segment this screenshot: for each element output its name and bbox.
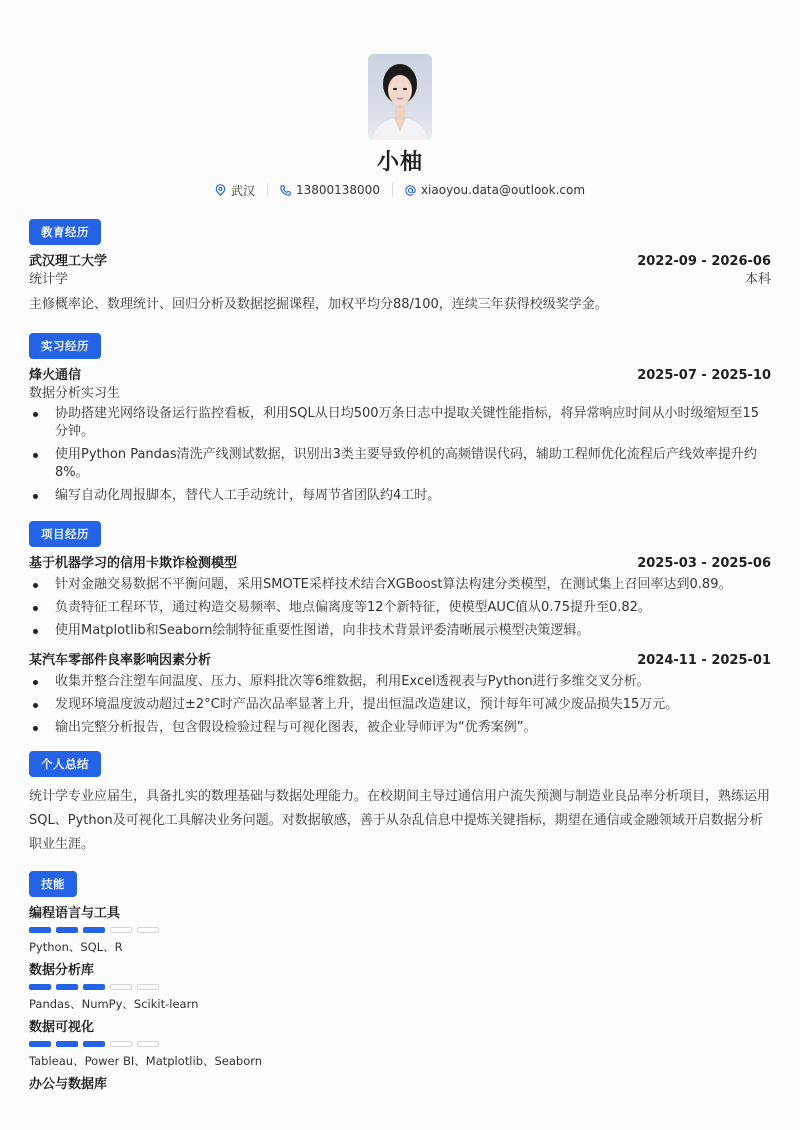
contact-divider bbox=[392, 183, 393, 197]
project-bullets bbox=[29, 576, 771, 640]
contact-location bbox=[215, 182, 255, 199]
skills-section bbox=[29, 871, 771, 1094]
level-segment-empty bbox=[110, 1041, 132, 1047]
internship-section bbox=[29, 333, 771, 505]
email-text[interactable]: xiaoyou.data@outlook.com bbox=[420, 183, 586, 197]
list-item: 使用Matplotlib和Seaborn绘制特征重要性图谱，向非技术背景评委清晰展示模型决策逻辑。 bbox=[29, 622, 771, 640]
skill-description: Python、SQL、R bbox=[29, 940, 123, 954]
school-name: 武汉理工大学 bbox=[29, 254, 108, 269]
company-name: 烽火通信 bbox=[29, 368, 82, 383]
level-segment-empty bbox=[137, 927, 159, 933]
level-segment-empty bbox=[110, 984, 132, 990]
level-segment-filled bbox=[56, 927, 78, 933]
list-item: 负责特征工程环节，通过构造交易频率、地点偏离度等12个新特征，使模型AUC值从0.75提升至0.82。 bbox=[29, 599, 771, 617]
skill-name: 数据可视化 bbox=[29, 1020, 95, 1035]
level-segment-filled bbox=[83, 1041, 105, 1047]
contact-info bbox=[215, 181, 585, 199]
project-name: 某汽车零部件良率影响因素分析 bbox=[29, 653, 212, 668]
project-bullets bbox=[29, 673, 771, 737]
candidate-name: 小柚 bbox=[376, 150, 423, 175]
summary-text: 统计学专业应届生，具备扎实的数理基础与数据处理能力。在校期间主导过通信用户流失预测与制造业良品率分析项目，熟练运用SQL、Python及可视化工具解决业务问题。对数据敏感，善于从杂乱信息中提炼关键指标，期望在通信或金融领域开启数据分析职业生涯。 bbox=[29, 789, 771, 852]
summary-section bbox=[29, 751, 771, 857]
section-heading-summary: 个人总结 bbox=[29, 751, 101, 777]
skill-name: 数据分析库 bbox=[29, 963, 95, 978]
level-segment-filled bbox=[29, 1041, 51, 1047]
education-description: 主修概率论、数理统计、回归分析及数据挖掘课程，加权平均分88/100，连续三年获得校级奖学金。 bbox=[29, 297, 608, 312]
skill-level-bar bbox=[29, 927, 771, 933]
level-segment-filled bbox=[29, 984, 51, 990]
projects-section bbox=[29, 521, 771, 737]
profile-photo bbox=[368, 54, 432, 140]
skill-name: 办公与数据库 bbox=[29, 1077, 108, 1092]
section-heading-education: 教育经历 bbox=[29, 219, 101, 245]
level-segment-filled bbox=[56, 984, 78, 990]
level-segment-empty bbox=[137, 1041, 159, 1047]
contact-divider bbox=[267, 183, 268, 197]
level-segment-filled bbox=[83, 984, 105, 990]
skill-item bbox=[29, 905, 771, 955]
education-entry bbox=[29, 253, 771, 317]
internship-date: 2025-07 - 2025-10 bbox=[637, 368, 771, 383]
skill-item bbox=[29, 1076, 771, 1094]
skill-item bbox=[29, 962, 771, 1012]
list-item: 发现环境温度波动超过±2°C时产品次品率显著上升，提出恒温改造建议，预计每年可减少废品损失15万元。 bbox=[29, 696, 771, 714]
level-segment-filled bbox=[56, 1041, 78, 1047]
map-pin-icon bbox=[215, 184, 226, 196]
project-entry bbox=[29, 555, 771, 640]
list-item: 输出完整分析报告，包含假设检验过程与可视化图表，被企业导师评为“优秀案例”。 bbox=[29, 719, 771, 737]
list-item: 使用Python Pandas清洗产线测试数据，识别出3类主要导致停机的高频错误代码，辅助工程师优化流程后产线效率提升约8%。 bbox=[29, 446, 771, 482]
skill-level-bar bbox=[29, 1041, 771, 1047]
project-date: 2025-03 - 2025-06 bbox=[637, 556, 771, 571]
level-segment-empty bbox=[137, 984, 159, 990]
education-date: 2022-09 - 2026-06 bbox=[637, 254, 771, 269]
resume-header bbox=[29, 0, 771, 199]
list-item: 针对金融交易数据不平衡问题，采用SMOTE采样技术结合XGBoost算法构建分类模型，在测试集上召回率达到0.89。 bbox=[29, 576, 771, 594]
level-segment-filled bbox=[29, 927, 51, 933]
list-item: 协助搭建光网络设备运行监控看板，利用SQL从日均500万条日志中提取关键性能指标，将异常响应时间从小时级缩短至15分钟。 bbox=[29, 405, 771, 441]
skill-description: Tableau、Power BI、Matplotlib、Seaborn bbox=[29, 1054, 263, 1068]
at-sign-icon bbox=[405, 185, 416, 196]
contact-email bbox=[405, 183, 585, 197]
internship-bullets bbox=[29, 405, 771, 505]
role: 数据分析实习生 bbox=[29, 386, 121, 401]
skill-description: Pandas、NumPy、Scikit-learn bbox=[29, 997, 199, 1011]
education-section bbox=[29, 219, 771, 317]
location-text: 武汉 bbox=[230, 183, 255, 198]
list-item: 收集并整合注塑车间温度、压力、原料批次等6维数据，利用Excel透视表与Python进行多维交叉分析。 bbox=[29, 673, 771, 691]
skill-item bbox=[29, 1019, 771, 1069]
major: 统计学 bbox=[29, 272, 69, 287]
contact-phone bbox=[280, 183, 380, 197]
section-heading-internship: 实习经历 bbox=[29, 333, 101, 359]
section-heading-projects: 项目经历 bbox=[29, 521, 101, 547]
project-entry bbox=[29, 652, 771, 737]
level-segment-empty bbox=[110, 927, 132, 933]
list-item: 编写自动化周报脚本，替代人工手动统计，每周节省团队约4工时。 bbox=[29, 487, 771, 505]
skill-level-bar bbox=[29, 984, 771, 990]
internship-entry bbox=[29, 367, 771, 505]
level-segment-filled bbox=[83, 927, 105, 933]
project-name: 基于机器学习的信用卡欺诈检测模型 bbox=[29, 556, 238, 571]
portrait-icon bbox=[368, 54, 432, 140]
phone-text[interactable]: 13800138000 bbox=[295, 183, 380, 197]
section-heading-skills: 技能 bbox=[29, 871, 77, 897]
degree: 本科 bbox=[744, 272, 771, 287]
phone-icon bbox=[280, 185, 291, 196]
project-date: 2024-11 - 2025-01 bbox=[637, 653, 771, 668]
skill-name: 编程语言与工具 bbox=[29, 906, 121, 921]
